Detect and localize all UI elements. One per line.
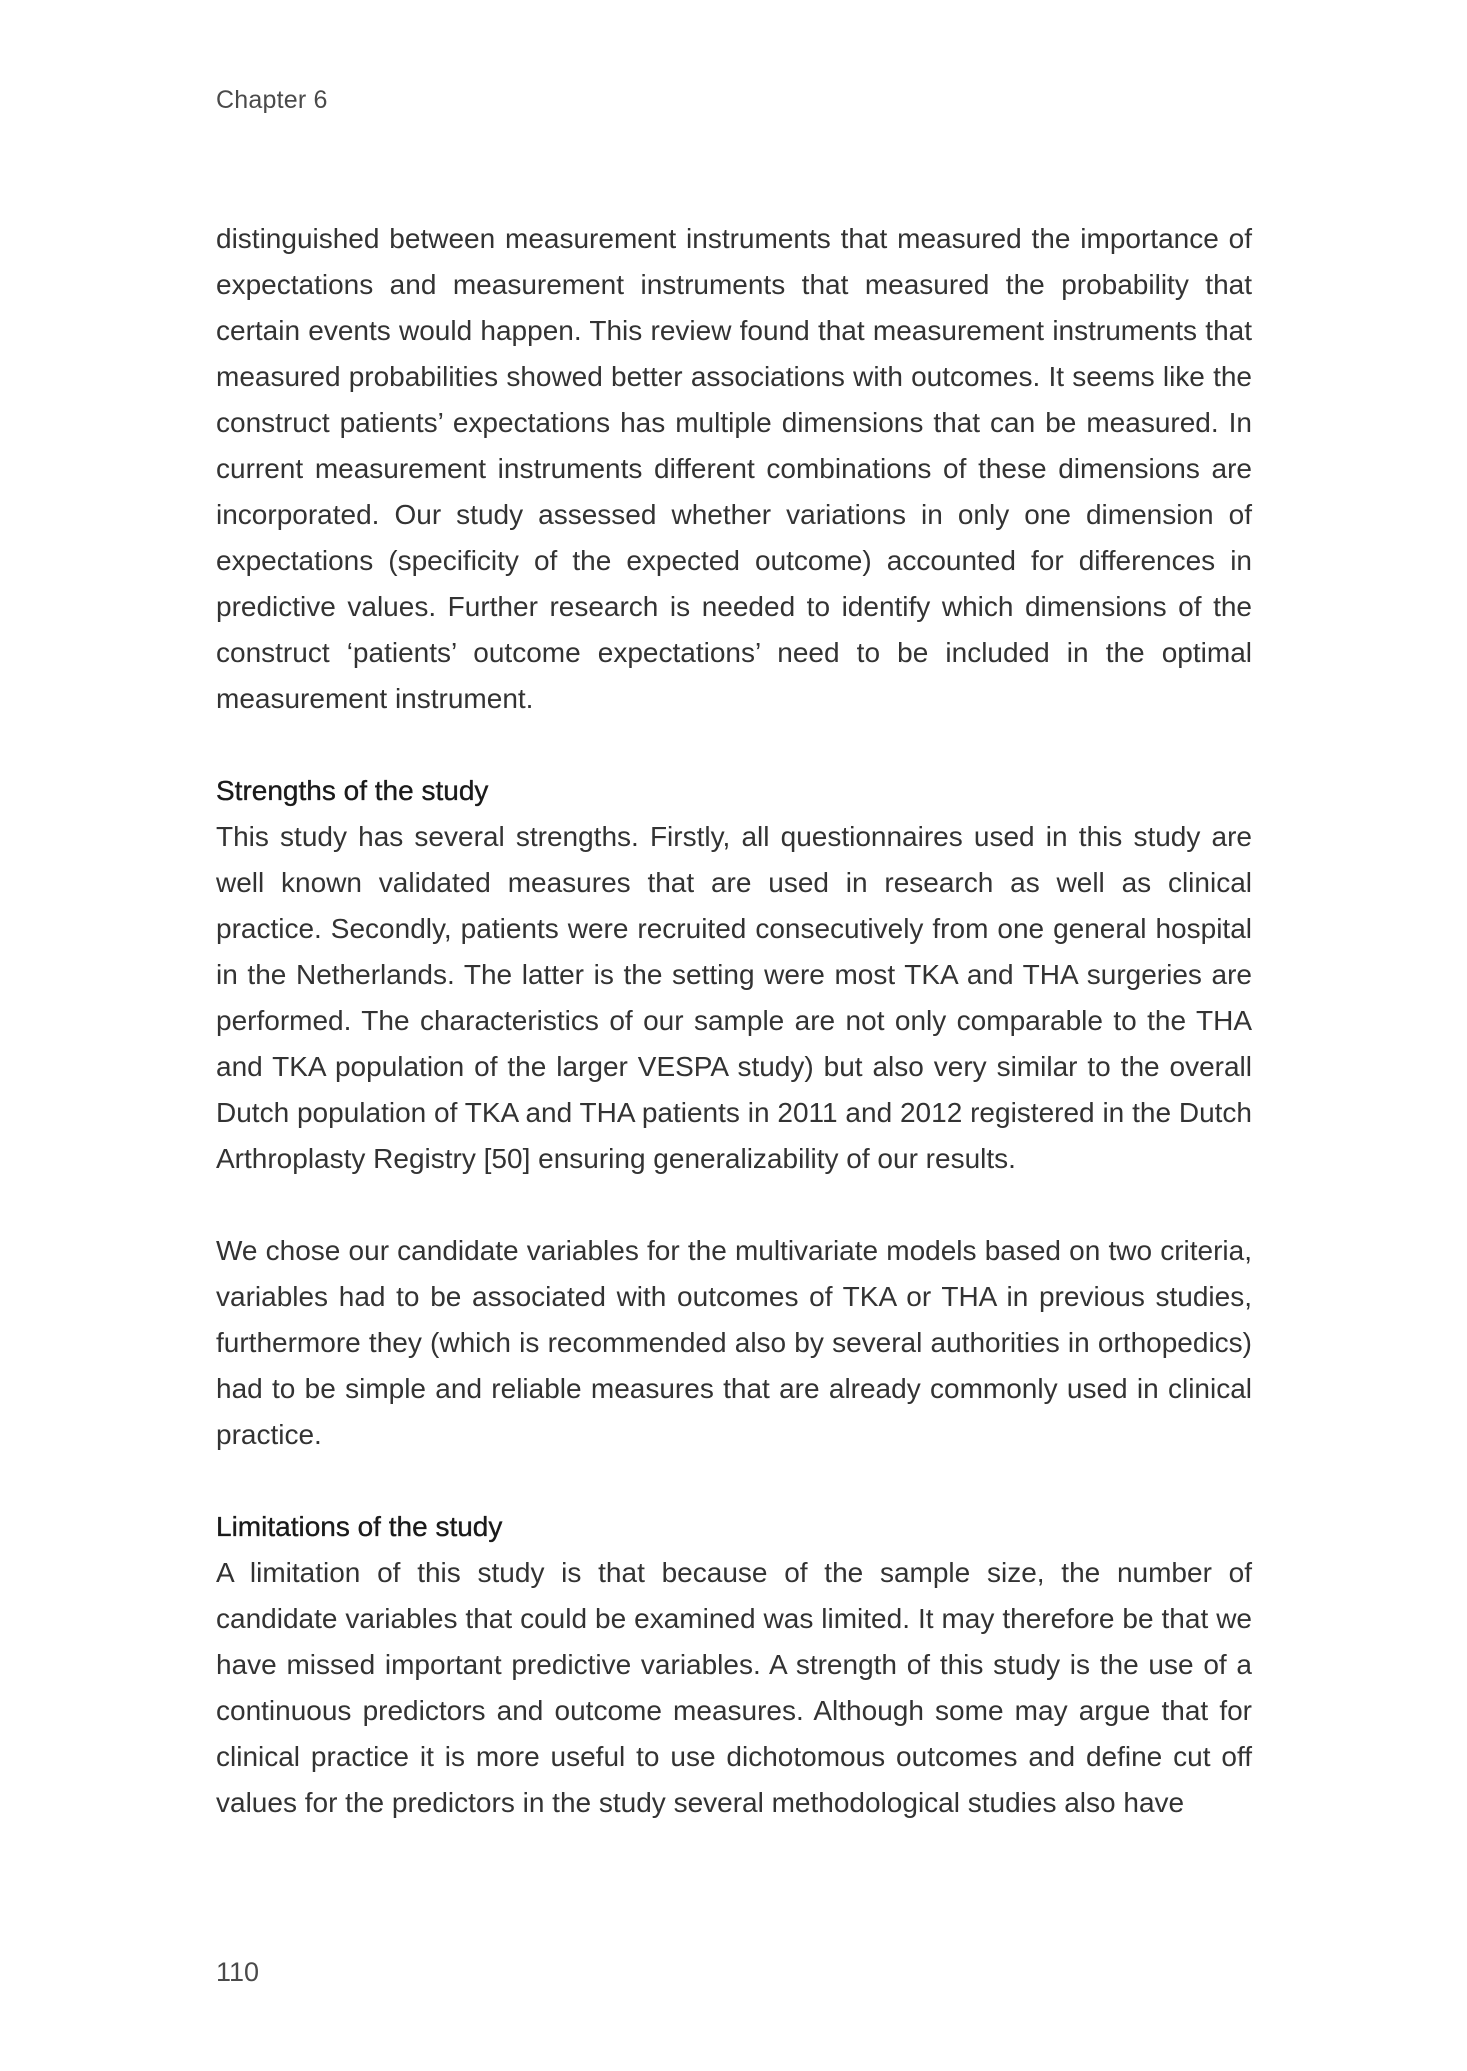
section-heading-limitations: Limitations of the study [216,1511,503,1542]
page-body [216,216,1252,1826]
body-paragraph-expectations: distinguished between measurement instruments that measured the importance of expectations and measurement instruments that measured the probability that certain events would happen. This review found that measurement instruments that measured probabilities showed better associations with outcomes. It seems like the construct patients’ expectations has multiple dimensions that can be measured. In current measurement instruments different combinations of these dimensions are incorporated. Our study assessed whether variations in only one dimension of expectations (specificity of the expected outcome) accounted for differences in predictive values. Further research is needed to identify which dimensions of the construct ‘patients’ outcome expectations’ need to be included in the optimal measurement instrument. [216,223,1252,714]
body-paragraph-candidate-variables: We chose our candidate variables for the multivariate models based on two criteria, variables had to be associated with outcomes of TKA or THA in previous studies, furthermore they (which is recommended also by several authorities in orthopedics) had to be simple and reliable measures that are already commonly used in clinical practice. [216,1235,1252,1450]
body-paragraph-strengths: This study has several strengths. Firstly, all questionnaires used in this study are well known validated measures that are used in research as well as clinical practice. Secondly, patients were recruited consecutively from one general hospital in the Netherlands. The latter is the setting were most TKA and THA surgeries are performed. The characteristics of our sample are not only comparable to the THA and TKA population of the larger VESPA study) but also very similar to the overall Dutch population of TKA and THA patients in 2011 and 2012 registered in the Dutch Arthroplasty Registry [50] ensuring generalizability of our results. [216,821,1252,1174]
paragraph-gap [216,1458,1252,1504]
page-number: 110 [216,1957,260,1987]
section-heading-strengths: Strengths of the study [216,775,489,806]
paragraph-gap [216,722,1252,768]
running-head: Chapter 6 [216,86,328,114]
paragraph-gap [216,1182,1252,1228]
body-paragraph-limitations: A limitation of this study is that because of the sample size, the number of candidate variables that could be examined was limited. It may therefore be that we have missed important predictive variables. A strength of this study is the use of a continuous predictors and outcome measures. Although some may argue that for clinical practice it is more useful to use dichotomous outcomes and define cut off values for the predictors in the study several methodological studies also have [216,1557,1252,1818]
